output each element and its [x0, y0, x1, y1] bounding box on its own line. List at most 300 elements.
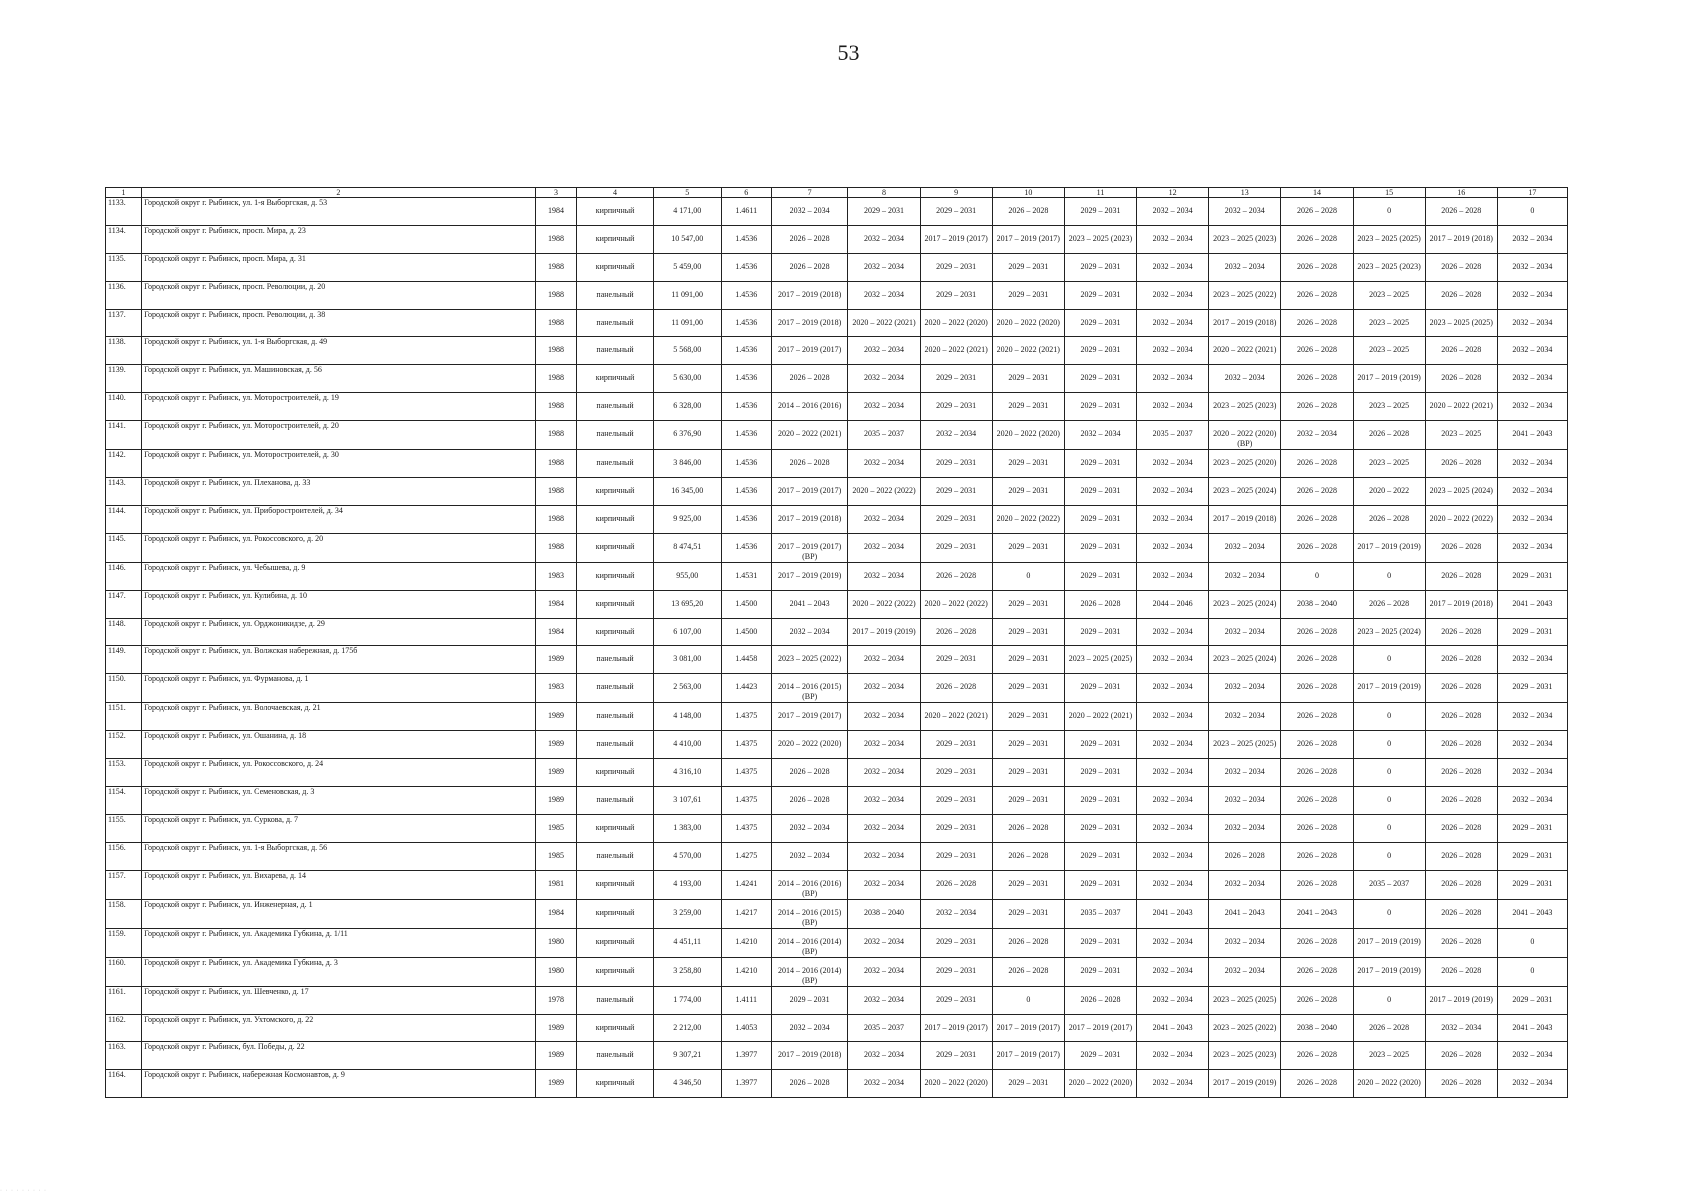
address-cell: Городской округ г. Рыбинск, ул. Семеновская, д. 3 — [142, 787, 536, 815]
period-cell: 2023 – 2025 (2025) — [1425, 309, 1497, 337]
period-cell: 2029 – 2031 — [1497, 674, 1567, 703]
wall-material-cell: панельный — [577, 986, 654, 1014]
period-cell: 2029 – 2031 — [1064, 478, 1136, 506]
period-cell: 2026 – 2028 — [1425, 1070, 1497, 1098]
coefficient-cell: 1.4375 — [721, 759, 771, 787]
table-row — [106, 731, 1568, 759]
period-cell: 2032 – 2034 — [1497, 450, 1567, 478]
period-cell: 0 — [1353, 198, 1425, 226]
address-cell: Городской округ г. Рыбинск, ул. Шевченко, д. 17 — [142, 986, 536, 1014]
period-cell: 2023 – 2025 (2023) — [1209, 225, 1281, 253]
period-cell: 2023 – 2025 (2022) — [1209, 1014, 1281, 1042]
column-header-11: 11 — [1064, 188, 1136, 198]
year-cell: 1988 — [535, 225, 577, 253]
area-cell: 4 410,00 — [653, 731, 721, 759]
period-cell: 2017 – 2019 (2017) — [1064, 1014, 1136, 1042]
period-cell: 2023 – 2025 (2022) — [771, 646, 848, 674]
period-cell: 2023 – 2025 (2022) — [1209, 281, 1281, 309]
period-cell: 2041 – 2043 — [1137, 1014, 1209, 1042]
period-cell: 2032 – 2034 — [1209, 253, 1281, 281]
period-cell: 2032 – 2034 — [1497, 478, 1567, 506]
row-number: 1162. — [106, 1014, 142, 1042]
wall-material-cell: кирпичный — [577, 618, 654, 646]
period-cell: 2020 – 2022 (2022) — [848, 478, 920, 506]
period-cell: 2044 – 2046 — [1137, 590, 1209, 618]
period-cell: 2017 – 2019 (2018) — [1209, 309, 1281, 337]
period-cell: 2026 – 2028 — [1425, 253, 1497, 281]
period-cell: 2026 – 2028 — [1281, 253, 1353, 281]
period-cell: 2026 – 2028 — [1425, 814, 1497, 842]
period-cell: 2032 – 2034 — [1137, 365, 1209, 393]
period-cell: 2032 – 2034 — [1137, 957, 1209, 986]
address-cell: Городской округ г. Рыбинск, ул. 1-я Выборгская, д. 49 — [142, 337, 536, 365]
table-row — [106, 198, 1568, 226]
period-cell: 2032 – 2034 — [1137, 450, 1209, 478]
period-cell: 2017 – 2019 (2017) — [920, 1014, 992, 1042]
period-cell: 2026 – 2028 — [1425, 842, 1497, 870]
period-cell: 2020 – 2022 (2021) — [1425, 393, 1497, 421]
table-row — [106, 646, 1568, 674]
period-cell: 2032 – 2034 — [848, 337, 920, 365]
row-number: 1138. — [106, 337, 142, 365]
table-row — [106, 1070, 1568, 1098]
row-number: 1156. — [106, 842, 142, 870]
period-cell: 2032 – 2034 — [1137, 814, 1209, 842]
year-cell: 1988 — [535, 393, 577, 421]
period-cell: 2026 – 2028 — [1281, 870, 1353, 899]
period-cell: 2020 – 2022 (2022) — [920, 590, 992, 618]
period-cell: 2026 – 2028 — [1425, 703, 1497, 731]
area-cell: 6 328,00 — [653, 393, 721, 421]
column-header-17: 17 — [1497, 188, 1567, 198]
period-cell: 2032 – 2034 — [848, 787, 920, 815]
period-cell: 2020 – 2022 — [1353, 478, 1425, 506]
period-cell: 2026 – 2028 — [771, 787, 848, 815]
period-cell: 2032 – 2034 — [1137, 225, 1209, 253]
period-cell: 2032 – 2034 — [1137, 646, 1209, 674]
period-cell: 2032 – 2034 — [1137, 253, 1209, 281]
period-cell: 2038 – 2040 — [848, 899, 920, 928]
area-cell: 11 091,00 — [653, 281, 721, 309]
period-cell: 2026 – 2028 — [920, 674, 992, 703]
address-cell: Городской округ г. Рыбинск, просп. Мира, д. 23 — [142, 225, 536, 253]
period-cell: 2032 – 2034 — [1137, 281, 1209, 309]
wall-material-cell: панельный — [577, 787, 654, 815]
period-cell: 2029 – 2031 — [920, 731, 992, 759]
year-cell: 1984 — [535, 198, 577, 226]
period-cell: 2041 – 2043 — [1497, 1014, 1567, 1042]
period-cell: 2032 – 2034 — [1209, 365, 1281, 393]
coefficient-cell: 1.3977 — [721, 1042, 771, 1070]
period-cell: 2020 – 2022 (2022) — [1425, 505, 1497, 533]
period-cell: 2026 – 2028 — [1281, 1070, 1353, 1098]
row-number: 1161. — [106, 986, 142, 1014]
period-cell: 2029 – 2031 — [992, 253, 1064, 281]
coefficient-cell: 1.4375 — [721, 731, 771, 759]
table-row — [106, 393, 1568, 421]
column-header-10: 10 — [992, 188, 1064, 198]
period-cell: 2014 – 2016 (2016) — [771, 393, 848, 421]
period-cell: 2029 – 2031 — [1064, 842, 1136, 870]
period-cell: 2026 – 2028 — [1281, 957, 1353, 986]
period-cell: 0 — [1353, 759, 1425, 787]
period-cell: 2026 – 2028 — [1425, 198, 1497, 226]
table-row — [106, 986, 1568, 1014]
period-cell: 2032 – 2034 — [848, 703, 920, 731]
column-header-4: 4 — [577, 188, 654, 198]
table-row — [106, 814, 1568, 842]
area-cell: 955,00 — [653, 562, 721, 590]
period-cell: 2026 – 2028 — [1281, 505, 1353, 533]
year-cell: 1985 — [535, 814, 577, 842]
year-cell: 1989 — [535, 731, 577, 759]
period-cell: 2023 – 2025 (2023) — [1353, 253, 1425, 281]
area-cell: 3 259,00 — [653, 899, 721, 928]
period-cell: 2017 – 2019 (2017) — [771, 478, 848, 506]
period-cell: 2026 – 2028 — [1209, 842, 1281, 870]
column-number-row — [106, 188, 1568, 198]
coefficient-cell: 1.4536 — [721, 533, 771, 562]
address-cell: Городской округ г. Рыбинск, набережная Космонавтов, д. 9 — [142, 1070, 536, 1098]
period-cell: 2032 – 2034 — [1137, 986, 1209, 1014]
row-number: 1140. — [106, 393, 142, 421]
period-cell: 2035 – 2037 — [1353, 870, 1425, 899]
period-cell: 0 — [1353, 703, 1425, 731]
period-cell: 2032 – 2034 — [848, 957, 920, 986]
period-cell: 2014 – 2016 (2015) (ВР) — [771, 899, 848, 928]
coefficient-cell: 1.4611 — [721, 198, 771, 226]
period-cell: 2023 – 2025 (2023) — [1064, 225, 1136, 253]
period-cell: 2029 – 2031 — [920, 281, 992, 309]
year-cell: 1988 — [535, 281, 577, 309]
period-cell: 2032 – 2034 — [848, 759, 920, 787]
address-cell: Городской округ г. Рыбинск, ул. Плеханова, д. 33 — [142, 478, 536, 506]
table-row — [106, 787, 1568, 815]
column-header-9: 9 — [920, 188, 992, 198]
coefficient-cell: 1.4536 — [721, 505, 771, 533]
year-cell: 1988 — [535, 505, 577, 533]
wall-material-cell: кирпичный — [577, 365, 654, 393]
column-header-16: 16 — [1425, 188, 1497, 198]
area-cell: 4 316,10 — [653, 759, 721, 787]
period-cell: 2017 – 2019 (2017) — [771, 337, 848, 365]
wall-material-cell: панельный — [577, 393, 654, 421]
area-cell: 4 193,00 — [653, 870, 721, 899]
period-cell: 2032 – 2034 — [1137, 1070, 1209, 1098]
address-cell: Городской округ г. Рыбинск, ул. Инженерная, д. 1 — [142, 899, 536, 928]
period-cell: 0 — [1353, 646, 1425, 674]
period-cell: 2032 – 2034 — [1137, 198, 1209, 226]
period-cell: 2032 – 2034 — [1137, 562, 1209, 590]
wall-material-cell: панельный — [577, 646, 654, 674]
coefficient-cell: 1.4536 — [721, 225, 771, 253]
period-cell: 2032 – 2034 — [1137, 731, 1209, 759]
period-cell: 2032 – 2034 — [1137, 309, 1209, 337]
wall-material-cell: панельный — [577, 421, 654, 450]
row-number: 1147. — [106, 590, 142, 618]
period-cell: 2026 – 2028 — [1425, 450, 1497, 478]
period-cell: 2032 – 2034 — [848, 986, 920, 1014]
period-cell: 2032 – 2034 — [1137, 842, 1209, 870]
year-cell: 1980 — [535, 957, 577, 986]
period-cell: 2026 – 2028 — [920, 870, 992, 899]
period-cell: 2029 – 2031 — [771, 986, 848, 1014]
coefficient-cell: 1.4500 — [721, 590, 771, 618]
period-cell: 2032 – 2034 — [1137, 1042, 1209, 1070]
table-row — [106, 590, 1568, 618]
coefficient-cell: 1.4536 — [721, 450, 771, 478]
period-cell: 2026 – 2028 — [1281, 450, 1353, 478]
period-cell: 2032 – 2034 — [1137, 505, 1209, 533]
period-cell: 2032 – 2034 — [1137, 759, 1209, 787]
table-row — [106, 870, 1568, 899]
period-cell: 2032 – 2034 — [848, 393, 920, 421]
period-cell: 2023 – 2025 — [1353, 1042, 1425, 1070]
year-cell: 1988 — [535, 365, 577, 393]
period-cell: 2029 – 2031 — [992, 870, 1064, 899]
period-cell: 2023 – 2025 — [1353, 393, 1425, 421]
table-row — [106, 505, 1568, 533]
period-cell: 2041 – 2043 — [1497, 899, 1567, 928]
area-cell: 4 570,00 — [653, 842, 721, 870]
area-cell: 2 563,00 — [653, 674, 721, 703]
period-cell: 2029 – 2031 — [992, 1070, 1064, 1098]
scan-mark: · · · · · · · · · — [0, 1188, 47, 1194]
period-cell: 2032 – 2034 — [848, 281, 920, 309]
period-cell: 2032 – 2034 — [1064, 421, 1136, 450]
year-cell: 1984 — [535, 899, 577, 928]
period-cell: 2029 – 2031 — [1064, 393, 1136, 421]
period-cell: 2020 – 2022 (2020) (ВР) — [1209, 421, 1281, 450]
period-cell: 2032 – 2034 — [848, 1042, 920, 1070]
period-cell: 2017 – 2019 (2018) — [771, 281, 848, 309]
period-cell: 2014 – 2016 (2016) (ВР) — [771, 870, 848, 899]
column-header-6: 6 — [721, 188, 771, 198]
coefficient-cell: 1.4210 — [721, 957, 771, 986]
period-cell: 2032 – 2034 — [848, 842, 920, 870]
period-cell: 2032 – 2034 — [1137, 533, 1209, 562]
address-cell: Городской округ г. Рыбинск, ул. Моторостроителей, д. 19 — [142, 393, 536, 421]
period-cell: 2032 – 2034 — [1497, 703, 1567, 731]
period-cell: 2032 – 2034 — [848, 731, 920, 759]
period-cell: 2026 – 2028 — [1281, 365, 1353, 393]
area-cell: 4 171,00 — [653, 198, 721, 226]
year-cell: 1989 — [535, 1042, 577, 1070]
address-cell: Городской округ г. Рыбинск, ул. Волжская набережная, д. 175б — [142, 646, 536, 674]
period-cell: 2029 – 2031 — [992, 899, 1064, 928]
year-cell: 1983 — [535, 674, 577, 703]
table-row — [106, 842, 1568, 870]
year-cell: 1988 — [535, 533, 577, 562]
row-number: 1135. — [106, 253, 142, 281]
period-cell: 2017 – 2019 (2017) — [771, 703, 848, 731]
address-cell: Городской округ г. Рыбинск, ул. Академика Губкина, д. 1/11 — [142, 928, 536, 957]
year-cell: 1980 — [535, 928, 577, 957]
period-cell: 2023 – 2025 — [1353, 337, 1425, 365]
period-cell: 2026 – 2028 — [1064, 986, 1136, 1014]
period-cell: 2020 – 2022 (2020) — [992, 309, 1064, 337]
period-cell: 2032 – 2034 — [1137, 393, 1209, 421]
period-cell: 2020 – 2022 (2020) — [771, 731, 848, 759]
period-cell: 2032 – 2034 — [1209, 562, 1281, 590]
wall-material-cell: кирпичный — [577, 899, 654, 928]
period-cell: 2020 – 2022 (2021) — [771, 421, 848, 450]
coefficient-cell: 1.4053 — [721, 1014, 771, 1042]
wall-material-cell: панельный — [577, 703, 654, 731]
table-row — [106, 957, 1568, 986]
column-header-14: 14 — [1281, 188, 1353, 198]
period-cell: 2017 – 2019 (2019) — [1353, 674, 1425, 703]
period-cell: 2029 – 2031 — [1064, 337, 1136, 365]
period-cell: 2029 – 2031 — [1064, 731, 1136, 759]
period-cell: 0 — [1353, 842, 1425, 870]
period-cell: 2026 – 2028 — [1281, 986, 1353, 1014]
period-cell: 2023 – 2025 (2024) — [1209, 478, 1281, 506]
period-cell: 2017 – 2019 (2017) — [992, 1014, 1064, 1042]
address-cell: Городской округ г. Рыбинск, ул. Чебышева, д. 9 — [142, 562, 536, 590]
row-number: 1136. — [106, 281, 142, 309]
table-row — [106, 899, 1568, 928]
table-row — [106, 281, 1568, 309]
year-cell: 1985 — [535, 842, 577, 870]
period-cell: 2035 – 2037 — [1137, 421, 1209, 450]
period-cell: 2017 – 2019 (2018) — [771, 309, 848, 337]
period-cell: 2026 – 2028 — [1425, 731, 1497, 759]
period-cell: 2020 – 2022 (2020) — [920, 309, 992, 337]
area-cell: 8 474,51 — [653, 533, 721, 562]
column-header-5: 5 — [653, 188, 721, 198]
period-cell: 2023 – 2025 (2024) — [1209, 590, 1281, 618]
period-cell: 0 — [1353, 787, 1425, 815]
period-cell: 2014 – 2016 (2014) (ВР) — [771, 928, 848, 957]
period-cell: 2017 – 2019 (2019) — [1353, 533, 1425, 562]
table-row — [106, 1042, 1568, 1070]
coefficient-cell: 1.4375 — [721, 787, 771, 815]
period-cell: 2020 – 2022 (2022) — [992, 505, 1064, 533]
period-cell: 2032 – 2034 — [848, 1070, 920, 1098]
period-cell: 2026 – 2028 — [1425, 759, 1497, 787]
period-cell: 2029 – 2031 — [992, 759, 1064, 787]
period-cell: 2023 – 2025 — [1425, 421, 1497, 450]
period-cell: 2032 – 2034 — [771, 198, 848, 226]
period-cell: 2029 – 2031 — [1064, 957, 1136, 986]
period-cell: 2029 – 2031 — [1064, 365, 1136, 393]
period-cell: 2041 – 2043 — [1281, 899, 1353, 928]
period-cell: 2029 – 2031 — [920, 759, 992, 787]
table-row — [106, 421, 1568, 450]
period-cell: 2032 – 2034 — [1497, 225, 1567, 253]
period-cell: 2032 – 2034 — [848, 814, 920, 842]
period-cell: 2026 – 2028 — [1425, 281, 1497, 309]
period-cell: 2032 – 2034 — [1209, 618, 1281, 646]
period-cell: 2032 – 2034 — [1497, 393, 1567, 421]
row-number: 1158. — [106, 899, 142, 928]
period-cell: 2032 – 2034 — [848, 870, 920, 899]
column-header-15: 15 — [1353, 188, 1425, 198]
wall-material-cell: панельный — [577, 674, 654, 703]
period-cell: 2023 – 2025 (2025) — [1209, 986, 1281, 1014]
period-cell: 2029 – 2031 — [920, 787, 992, 815]
area-cell: 4 346,50 — [653, 1070, 721, 1098]
period-cell: 2029 – 2031 — [1497, 870, 1567, 899]
year-cell: 1989 — [535, 1014, 577, 1042]
table-row — [106, 533, 1568, 562]
period-cell: 2020 – 2022 (2020) — [1064, 1070, 1136, 1098]
period-cell: 0 — [992, 562, 1064, 590]
period-cell: 2026 – 2028 — [1281, 842, 1353, 870]
period-cell: 2029 – 2031 — [920, 365, 992, 393]
period-cell: 2014 – 2016 (2014) (ВР) — [771, 957, 848, 986]
address-cell: Городской округ г. Рыбинск, ул. Машиновская, д. 56 — [142, 365, 536, 393]
wall-material-cell: кирпичный — [577, 870, 654, 899]
period-cell: 2032 – 2034 — [1497, 309, 1567, 337]
period-cell: 2029 – 2031 — [920, 478, 992, 506]
period-cell: 2032 – 2034 — [1209, 814, 1281, 842]
period-cell: 2017 – 2019 (2019) — [1353, 928, 1425, 957]
row-number: 1144. — [106, 505, 142, 533]
period-cell: 2029 – 2031 — [920, 842, 992, 870]
period-cell: 2029 – 2031 — [920, 253, 992, 281]
year-cell: 1984 — [535, 590, 577, 618]
period-cell: 2032 – 2034 — [1497, 646, 1567, 674]
capital-repair-schedule-table — [105, 187, 1568, 1098]
period-cell: 2023 – 2025 — [1353, 450, 1425, 478]
period-cell: 0 — [1497, 928, 1567, 957]
period-cell: 2032 – 2034 — [771, 842, 848, 870]
wall-material-cell: кирпичный — [577, 225, 654, 253]
period-cell: 2032 – 2034 — [848, 562, 920, 590]
period-cell: 2026 – 2028 — [1281, 814, 1353, 842]
period-cell: 2017 – 2019 (2017) — [920, 225, 992, 253]
row-number: 1159. — [106, 928, 142, 957]
period-cell: 2029 – 2031 — [920, 393, 992, 421]
wall-material-cell: кирпичный — [577, 478, 654, 506]
period-cell: 2032 – 2034 — [1497, 1070, 1567, 1098]
period-cell: 2026 – 2028 — [1281, 533, 1353, 562]
period-cell: 2032 – 2034 — [771, 814, 848, 842]
area-cell: 5 568,00 — [653, 337, 721, 365]
area-cell: 2 212,00 — [653, 1014, 721, 1042]
year-cell: 1989 — [535, 703, 577, 731]
area-cell: 1 383,00 — [653, 814, 721, 842]
row-number: 1164. — [106, 1070, 142, 1098]
period-cell: 0 — [1281, 562, 1353, 590]
period-cell: 2026 – 2028 — [1281, 618, 1353, 646]
period-cell: 2029 – 2031 — [920, 533, 992, 562]
area-cell: 4 451,11 — [653, 928, 721, 957]
period-cell: 2032 – 2034 — [1497, 533, 1567, 562]
area-cell: 5 630,00 — [653, 365, 721, 393]
period-cell: 2017 – 2019 (2018) — [771, 1042, 848, 1070]
period-cell: 2029 – 2031 — [1064, 562, 1136, 590]
period-cell: 2023 – 2025 (2025) — [1353, 225, 1425, 253]
period-cell: 2029 – 2031 — [1064, 618, 1136, 646]
row-number: 1148. — [106, 618, 142, 646]
period-cell: 2029 – 2031 — [1064, 253, 1136, 281]
period-cell: 2029 – 2031 — [992, 703, 1064, 731]
row-number: 1155. — [106, 814, 142, 842]
row-number: 1157. — [106, 870, 142, 899]
period-cell: 2017 – 2019 (2019) — [771, 562, 848, 590]
row-number: 1142. — [106, 450, 142, 478]
coefficient-cell: 1.4536 — [721, 478, 771, 506]
period-cell: 2026 – 2028 — [1064, 590, 1136, 618]
period-cell: 2026 – 2028 — [920, 562, 992, 590]
year-cell: 1988 — [535, 337, 577, 365]
period-cell: 2029 – 2031 — [1497, 842, 1567, 870]
period-cell: 2026 – 2028 — [1425, 957, 1497, 986]
period-cell: 2026 – 2028 — [771, 365, 848, 393]
